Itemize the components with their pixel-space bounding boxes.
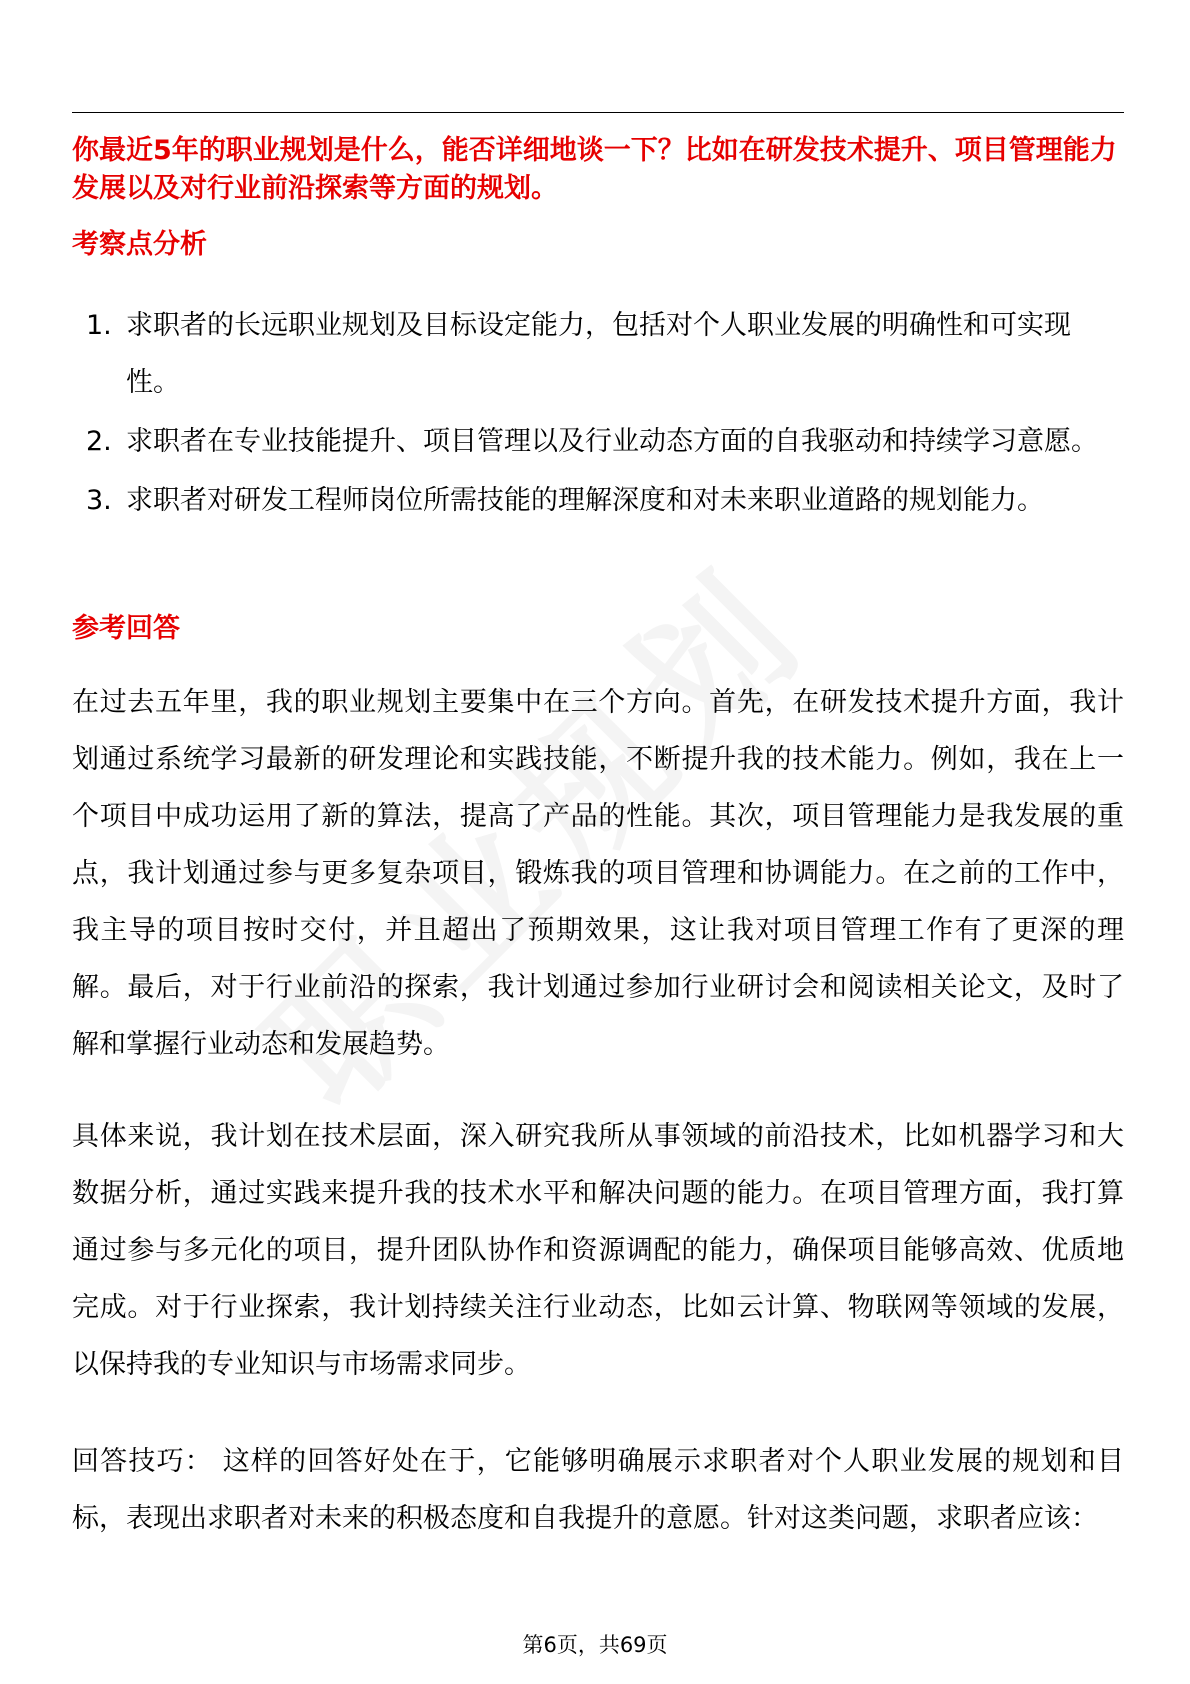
question-heading: 你最近5年的职业规划是什么，能否详细地谈一下？比如在研发技术提升、项目管理能力发展以及对行业前沿探索等方面的规划。 xyxy=(72,135,1117,204)
header-rule xyxy=(72,112,1124,113)
list-item-text: 求职者在专业技能提升、项目管理以及行业动态方面的自我驱动和持续学习意愿。 xyxy=(126,426,1098,457)
analysis-section-title: 考察点分析 xyxy=(72,229,207,260)
list-item-number: 3. xyxy=(86,485,112,516)
list-item xyxy=(72,297,1124,411)
analysis-list xyxy=(72,297,1124,531)
list-item xyxy=(72,472,1124,529)
list-item-text: 求职者对研发工程师岗位所需技能的理解深度和对未来职业道路的规划能力。 xyxy=(126,485,1044,516)
tips-paragraph: 回答技巧： 这样的回答好处在于，它能够明确展示求职者对个人职业发展的规划和目标，表现出求职者对未来的积极态度和自我提升的意愿。针对这类问题，求职者应该： xyxy=(72,1446,1124,1534)
page-number: 第6页，共69页 xyxy=(522,1633,668,1657)
answer-section-title: 参考回答 xyxy=(72,613,180,644)
answer-paragraph: 在过去五年里，我的职业规划主要集中在三个方向。首先，在研发技术提升方面，我计划通过系统学习最新的研发理论和实践技能，不断提升我的技术能力。例如，我在上一个项目中成功运用了新的算法，提高了产品的性能。其次，项目管理能力是我发展的重点，我计划通过参与更多复杂项目，锻炼我的项目管理和协调能力。在之前的工作中，我主导的项目按时交付，并且超出了预期效果，这让我对项目管理工作有了更深的理解。最后，对于行业前沿的探索，我计划通过参加行业研讨会和阅读相关论文，及时了解和掌握行业动态和发展趋势。 xyxy=(72,687,1124,1060)
list-item-number: 2. xyxy=(86,426,112,457)
list-item xyxy=(72,413,1124,470)
answer-paragraph: 具体来说，我计划在技术层面，深入研究我所从事领域的前沿技术，比如机器学习和大数据分析，通过实践来提升我的技术水平和解决问题的能力。在项目管理方面，我打算通过参与多元化的项目，提升团队协作和资源调配的能力，确保项目能够高效、优质地完成。对于行业探索，我计划持续关注行业动态，比如云计算、物联网等领域的发展，以保持我的专业知识与市场需求同步。 xyxy=(72,1121,1124,1380)
list-item-number: 1. xyxy=(86,310,112,341)
list-item-text: 求职者的长远职业规划及目标设定能力，包括对个人职业发展的明确性和可实现性。 xyxy=(126,310,1071,398)
